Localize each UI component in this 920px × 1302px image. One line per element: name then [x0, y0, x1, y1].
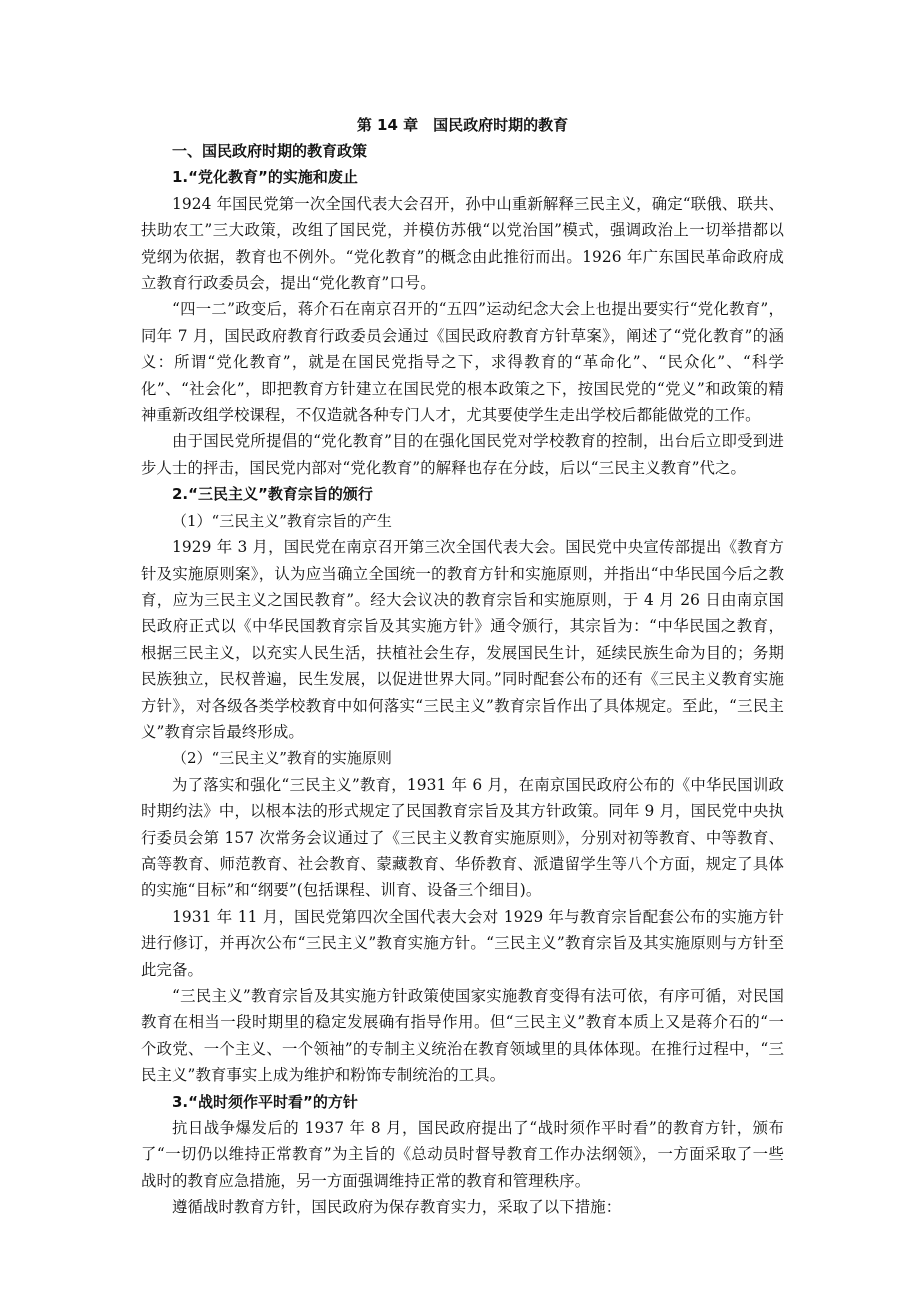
paragraph: 由于国民党所提倡的“党化教育”目的在强化国民党对学校教育的控制，出台后立即受到进步人士的抨击，国民党内部对“党化教育”的解释也存在分歧，后以“三民主义教育”代之。 [141, 432, 784, 477]
paragraph: 1924 年国民党第一次全国代表大会召开，孙中山重新解释三民主义，确定“联俄、联共、扶助农工”三大政策，改组了国民党，并模仿苏俄“以党治国”模式，强调政治上一切举措都以党纲为依据，教育也不例外。“党化教育”的概念由此推衍而出。1926 年广东国民革命政府成立教育行政委员会，提出“党化教育”口号。 [141, 194, 784, 293]
paragraph: 抗日战争爆发后的 1937 年 8 月，国民政府提出了“战时须作平时看”的教育方针，颁布了“一切仍以维持正常教育”为主旨的《总动员时督导教育工作办法纲领》，一方面采取了一些战时的教育应急措施，另一方面强调维持正常的教育和管理秩序。 [141, 1119, 784, 1190]
subsection-heading: 2.“三民主义”教育宗旨的颁行 [172, 485, 373, 504]
subsection-heading: 1.“党化教育”的实施和废止 [172, 168, 358, 187]
sub-subsection-heading: （1）“三民主义”教育宗旨的产生 [172, 511, 392, 530]
paragraph: 1931 年 11 月，国民党第四次全国代表大会对 1929 年与教育宗旨配套公布的实施方针进行修订，并再次公布“三民主义”教育实施方针。“三民主义”教育宗旨及其实施原则与方针至此完备。 [141, 907, 784, 979]
paragraph: 为了落实和强化“三民主义”教育，1931 年 6 月，在南京国民政府公布的《中华民国训政时期约法》中，以根本法的形式规定了民国教育宗旨及其方针政策。同年 9 月，国民党中央执行委员会第 157 次常务会议通过了《三民主义教育实施原则》，分别对初等教育、中等教育、高等教育、师范教育、社会教育、蒙藏教育、华侨教育、派遣留学生等八个方面，规定了具体的实施“目标”和“纲要”(包括课程、训育、设备三个细目)。 [141, 775, 784, 900]
chapter-title: 第 14 章 国民政府时期的教育 [356, 116, 569, 134]
paragraph: 遵循战时教育方针，国民政府为保存教育实力，采取了以下措施： [172, 1198, 622, 1217]
paragraph: “三民主义”教育宗旨及其实施方针政策使国家实施教育变得有法可依，有序可循，对民国教育在相当一段时期里的稳定发展确有指导作用。但“三民主义”教育本质上又是蒋介石的“一个政党、一个主义、一个领袖”的专制主义统治在教育领域里的具体体现。在推行过程中，“三民主义”教育事实上成为维护和粉饰专制统治的工具。 [141, 987, 784, 1085]
sub-subsection-heading: （2）“三民主义”教育的实施原则 [172, 749, 392, 768]
section-heading: 一、国民政府时期的教育政策 [172, 142, 368, 160]
paragraph: 1929 年 3 月，国民党在南京召开第三次全国代表大会。国民党中央宣传部提出《教育方针及实施原则案》，认为应当确立全国统一的教育方针和实施原则，并指出“中华民国今后之教育，应为三民主义之国民教育”。经大会议决的教育宗旨和实施原则，于 4 月 26 日由南京国民政府正式以《中华民国教育宗旨及其实施方针》通令颁行，其宗旨为：“中华民国之教育，根据三民主义，以充实人民生活，扶植社会生存，发展国民生计，延续民族生命为目的；务期民族独立，民权普遍，民生发展，以促进世界大同。”同时配套公布的还有《三民主义教育实施方针》，对各级各类学校教育中如何落实“三民主义”教育宗旨作出了具体规定。至此，“三民主义”教育宗旨最终形成。 [141, 538, 784, 741]
document-page [141, 112, 784, 1221]
paragraph: “四一二”政变后，蒋介石在南京召开的“五四”运动纪念大会上也提出要实行“党化教育”，同年 7 月，国民政府教育行政委员会通过《国民政府教育方针草案》，阐述了“党化教育”的涵义：所谓“党化教育”，就是在国民党指导之下，求得教育的“革命化”、“民众化”、“科学化”、“社会化”，即把教育方针建立在国民党的根本政策之下，按国民党的“党义”和政策的精神重新改组学校课程，不仅造就各种专门人才，尤其要使学生走出学校后都能做党的工作。 [141, 300, 784, 425]
subsection-heading: 3.“战时须作平时看”的方针 [172, 1092, 358, 1111]
